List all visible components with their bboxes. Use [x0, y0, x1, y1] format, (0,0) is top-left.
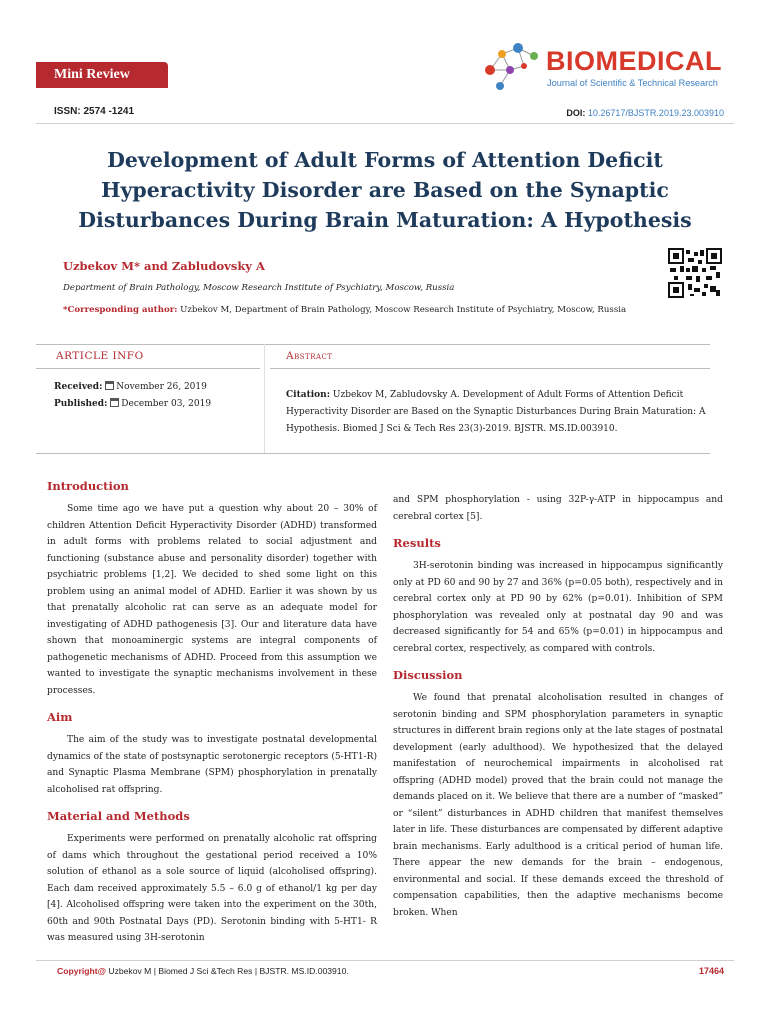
aim-text: The aim of the study was to investigate postnatal developmental dynamics of the state of postsynaptic serotonergic receptors (5-HT1-R) and Synaptic Plasma Membrane (SPM) phosphorylation in prenatally alcoholised rat offspring. [47, 735, 377, 795]
article-info-divider [36, 368, 260, 369]
author-list: Uzbekov M* and Zabludovsky A [63, 259, 265, 273]
qr-code-icon [668, 248, 722, 298]
results-text: 3H-serotonin binding was increased in hippocampus significantly only at PD 60 and 90 by 27 and 36% (p=0.05 both), respectively and in cerebral cortex only at PD 90 by 62% (p=0.01). Inhibition of SPM phosphorylation was revealed only at postnatal day 90 and was decreased significantly for 54 and 65% (p=0.01) in hippocampus and cerebral cortex, respectively, as compared with controls. [393, 561, 723, 654]
results-heading: Results [393, 536, 441, 550]
footer-copyright: Copyright@ Uzbekov M | Biomed J Sci &Tech Res | BJSTR. MS.ID.003910. [57, 966, 349, 976]
body-right-column [393, 492, 723, 931]
aim-heading: Aim [47, 710, 73, 724]
received-date-row: Received: November 26, 2019 [54, 382, 207, 392]
page-number: 17464 [698, 966, 724, 976]
logo-subtitle: Journal of Scientific & Technical Research [547, 78, 718, 88]
biomedical-logo-icon [480, 40, 546, 96]
calendar-icon [110, 398, 119, 407]
doi-link[interactable]: 10.26717/BJSTR.2019.23.003910 [587, 108, 724, 118]
article-dates [54, 379, 211, 413]
info-column-divider [264, 344, 265, 454]
info-bottom-divider [36, 453, 710, 454]
methods-text: Experiments were performed on prenatally alcoholic rat offspring of dams which throughout the gestational period received a 10% solution of ethanol as a sole source of liquid (alcoholised offspring). Each dam received approximately 5.5 – 6.0 g of ethanol/1 kg per day [4]. Alcoholised offspring were taken into the experiment on the 30th, 60th and 90th Postnatal Days (PD). Serotonin binding with 5-HT1- R was measured using 3H-serotonin [47, 834, 377, 943]
article-title: Development of Adult Forms of Attention Deficit Hyperactivity Disorder are Based on the Synaptic Disturbances During Brain Maturation: A Hypothesis [78, 148, 692, 232]
corresponding-author: *Corresponding author: Uzbekov M, Department of Brain Pathology, Moscow Research Institute of Psychiatry, Moscow, Russia [63, 305, 627, 315]
introduction-text: Some time ago we have put a question why about 20 – 30% of children Attention Deficit Hyperactivity Disorder (ADHD) transformed in adult forms with problems related to social adjustment and functioning (substance abuse and personality disorder) together with psychiatric problems [1,2]. We decided to shed some light on this problem using an animal model of ADHD. Earlier it was shown by us that prenatally alcoholic rat can serve as an adequate model for investigating of ADHD pathogenesis [3]. Our and literature data have shown that monoaminergic systems are integral components of pathogenetic mechanisms of ADHD. Proceed from this assumption we wanted to investigate the synaptic mechanisms involvement in these processes. [47, 504, 377, 696]
discussion-text: We found that prenatal alcoholisation resulted in changes of serotonin binding and SPM phosphorylation parameters in synaptic structures in different brain regions only at the late stages of postnatal development (early adulthood). We hypothesized that the delayed manifestation of neurochemical impairments in alcoholised rat offspring (ADHD model) proved that the brain could not manage the demands placed on it. We believe that there are a number of “masked” or “silent” disturbances in ADHD children that manifest themselves later in life. These disturbances are compensated by different adaptive brain mechanisms. Early adulthood is a critical period of human life. There appear the new demands for the brain – endogenous, environmental and social. If these demands exceed the threshold of compensation capabilities, then the adaptive mechanisms become broken. When [393, 693, 723, 918]
abstract-heading: Abstract [286, 350, 333, 362]
methods-heading: Material and Methods [47, 809, 190, 823]
citation: Citation: Uzbekov M, Zabludovsky A. Development of Adult Forms of Attention Deficit Hyperactivity Disorder are Based on the Synaptic Disturbances During Brain Maturation: A Hypothesis. Biomed J Sci & Tech Res 23(3)-2019. BJSTR. MS.ID.003910. [286, 390, 706, 434]
body-left-column [47, 478, 377, 957]
info-top-divider [36, 344, 710, 345]
published-date-row: Published: December 03, 2019 [54, 399, 212, 409]
methods-text-continued: and SPM phosphorylation - using 32P-γ-ATP in hippocampus and cerebral cortex [5]. [393, 495, 723, 522]
abstract-divider [270, 368, 710, 369]
logo-wordmark: BIOMEDICAL [546, 46, 723, 76]
footer-divider [36, 960, 734, 961]
discussion-heading: Discussion [393, 668, 463, 682]
journal-logo [480, 40, 730, 96]
calendar-icon [105, 381, 114, 390]
header-divider [36, 123, 734, 124]
issn-number: ISSN: 2574 -1241 [54, 106, 135, 117]
introduction-heading: Introduction [47, 479, 129, 493]
author-affiliation: Department of Brain Pathology, Moscow Research Institute of Psychiatry, Moscow, Russia [63, 283, 455, 293]
section-label: Mini Review [36, 62, 168, 88]
doi: DOI: 10.26717/BJSTR.2019.23.003910 [566, 108, 724, 118]
article-info-heading: ARTICLE INFO [56, 350, 144, 362]
